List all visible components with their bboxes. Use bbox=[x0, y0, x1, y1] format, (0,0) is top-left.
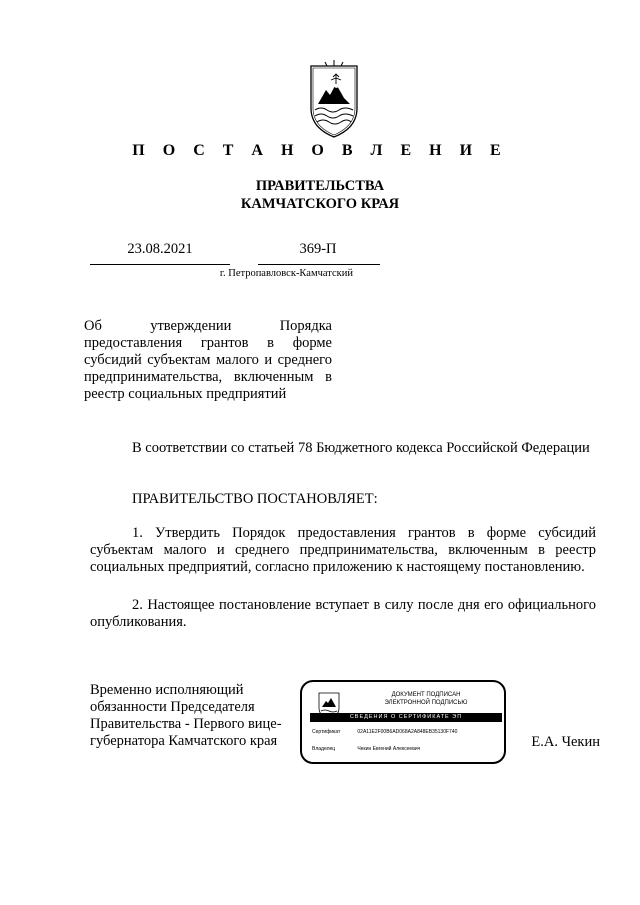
document-date: 23.08.2021 bbox=[127, 241, 193, 257]
stamp-heading-1: ДОКУМЕНТ ПОДПИСАН bbox=[391, 692, 461, 698]
date-underline bbox=[90, 264, 230, 265]
item-1-paragraph: 1. Утвердить Порядок предоставления грантов в форме субсидий субъектам малого и среднего предпринимательства, включенным в реестр социальных предприятий, согласно приложению к настоящему постановлению. bbox=[90, 525, 596, 575]
item-2-paragraph: 2. Настоящее постановление вступает в силу после дня его официального опубликования. bbox=[90, 597, 596, 630]
document-city: г. Петропавловск-Камчатский bbox=[219, 268, 353, 279]
stamp-owner-row bbox=[312, 746, 420, 752]
stamp-certificate-bar: СВЕДЕНИЯ О СЕРТИФИКАТЕ ЭП bbox=[310, 713, 502, 722]
stamp-owner-value: Чекин Евгений Алексеевич bbox=[357, 746, 421, 752]
signer-position: Временно исполняющий обязанности Председателя Правительства - Первого вице-губернатора Камчатского края bbox=[90, 682, 282, 749]
stamp-certificate-row bbox=[312, 729, 457, 735]
decree-line: ПРАВИТЕЛЬСТВО ПОСТАНОВЛЯЕТ: bbox=[132, 491, 378, 507]
kamchatka-coat-of-arms-icon bbox=[303, 60, 365, 140]
document-number: 369-П bbox=[299, 241, 337, 257]
stamp-owner-label: Владелец bbox=[312, 746, 336, 752]
electronic-signature-stamp bbox=[300, 680, 506, 764]
organization-line-1: ПРАВИТЕЛЬСТВА bbox=[255, 178, 385, 194]
number-underline bbox=[258, 264, 380, 265]
document-title: Об утверждении Порядка предоставления грантов в форме субсидий субъектам малого и среднего предпринимательства, включенным в реестр социальных предприятий bbox=[84, 318, 332, 402]
stamp-certificate-value: 02A11E2F00B6AD068A2A848EB35130F740 bbox=[357, 729, 458, 735]
signer-name: Е.А. Чекин bbox=[531, 734, 600, 750]
stamp-certificate-label: Сертификат bbox=[312, 729, 341, 735]
document-type-heading: П О С Т А Н О В Л Е Н И Е bbox=[132, 142, 508, 159]
stamp-heading-2: ЭЛЕКТРОННОЙ ПОДПИСЬЮ bbox=[384, 700, 468, 706]
preamble-paragraph: В соответствии со статьей 78 Бюджетного кодекса Российской Федерации bbox=[132, 440, 590, 456]
organization-line-2: КАМЧАТСКОГО КРАЯ bbox=[240, 196, 400, 212]
